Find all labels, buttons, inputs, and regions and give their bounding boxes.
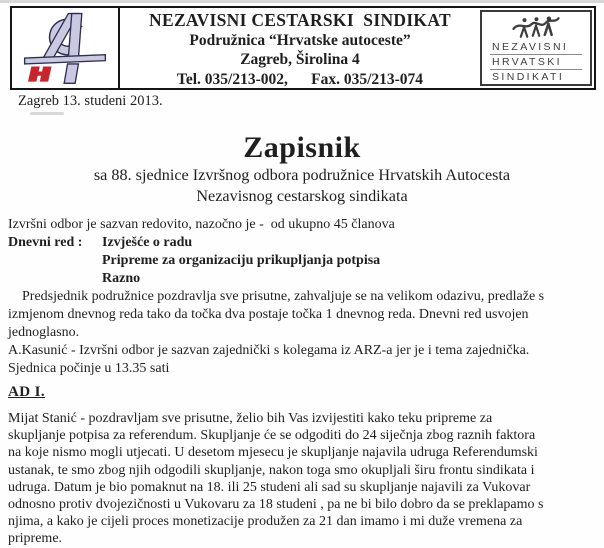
nhs-people-icon (486, 16, 586, 39)
paragraph-president-line: Predsjednik podružnice pozdravlja sve prisutne, zahvaljuje se na velikom odazivu, predlaže s (22, 289, 545, 304)
paragraph-stanic-line: ustanak, te smo zbog njih odgodili skupljanje, nakon toga smo okupljali širu frontu sindikata i (8, 462, 535, 478)
letterhead-text (120, 8, 480, 88)
paragraph-stanic-line: skupljanje potpisa za referendum. Skupljanje će se odgoditi do 24 siječnja zbog raznih faktora (8, 428, 536, 444)
nhs-word-hrvatski: HRVATSKI (490, 55, 582, 70)
nhs-word-sindikati: SINDIKATI (492, 71, 565, 83)
paragraph-stanic-line: njima, a kako je cijeli proces monetizacije produžen za 21 dan imamo i mi duže vremena za (8, 514, 523, 530)
agenda-item-2: Pripreme za organizaciju prikupljanja potpisa (102, 253, 381, 268)
document-title: Zapisnik (243, 131, 361, 164)
agenda-item-1: Izvješće o radu (102, 235, 193, 250)
nhs-logo (480, 10, 592, 86)
hac-logo-icon (16, 11, 114, 85)
agenda-label: Dnevni red : (8, 235, 83, 250)
document-subtitle-line2: Nezavisnog cestarskog sindikata (196, 187, 408, 205)
org-tel-fax: Tel. 035/213-002, Fax. 035/213-074 (176, 70, 424, 88)
date-line: Zagreb 13. studeni 2013. (18, 93, 163, 109)
paragraph-president (8, 288, 598, 342)
paragraph-stanic-line: odnosno protiv dvojezičnosti u Vukovaru za 18 studeni , pa ne bi bilo dobro da se preklapamo s (8, 497, 544, 513)
paragraph-stanic-line: na koje nismo mogli utjecati. U desetom mjesecu je skupljanje najavila udruga Referendumski (8, 445, 538, 461)
letterhead (10, 6, 596, 90)
scan-smudge-artifact (30, 112, 64, 115)
nhs-word-nezavisni: NEZAVISNI (490, 40, 582, 55)
hac-logo (12, 8, 120, 88)
section-heading-ad-1: AD I. (8, 384, 46, 400)
paragraph-stanic-line: udruga. Datum je bio pomaknut na 18. ili 25 studeni ali sad su skupljanje najavili za Vukovar (8, 479, 531, 495)
org-name: NEZAVISNI CESTARSKI SINDIKAT (149, 10, 451, 30)
agenda (8, 234, 598, 288)
paragraph-stanic-line: Mijat Stanić - pozdravljam sve prisutne, želio bih Vas izvijestiti kako teku pripreme za (8, 411, 493, 426)
paragraph-president-line: izmjenom dnevnog reda tako da točka dva postaje točka 1 dnevnog reda. Dnevni red usvojen (8, 307, 529, 322)
paragraph-president-line: jednoglasno. (8, 325, 80, 340)
session-start-line: Sjednica počinje u 13.35 sati (8, 361, 170, 376)
agenda-items (102, 234, 380, 288)
document-body (8, 216, 598, 548)
document-subtitle-line1: sa 88. sjednice Izvršnog odbora podružnice Hrvatskih Autocesta (93, 166, 511, 184)
agenda-item-3: Razno (102, 271, 141, 286)
paragraph-stanic-line: pripreme. (8, 531, 63, 547)
paragraph-stanic (8, 410, 598, 548)
scan-edge-artifact (0, 0, 604, 3)
org-branch: Podružnica “Hrvatske autoceste” (189, 31, 411, 49)
nhs-logo-words (490, 40, 582, 84)
kasunic-line: A.Kasunić - Izvršni odbor je sazvan zajednički s kolegama iz ARZ-a jer je i tema zajednička. (8, 343, 530, 358)
attendance-line: Izvršni odbor je sazvan redovito, nazočno je - od ukupno 45 članova (8, 217, 395, 232)
org-address: Zagreb, Širolina 4 (240, 51, 360, 68)
